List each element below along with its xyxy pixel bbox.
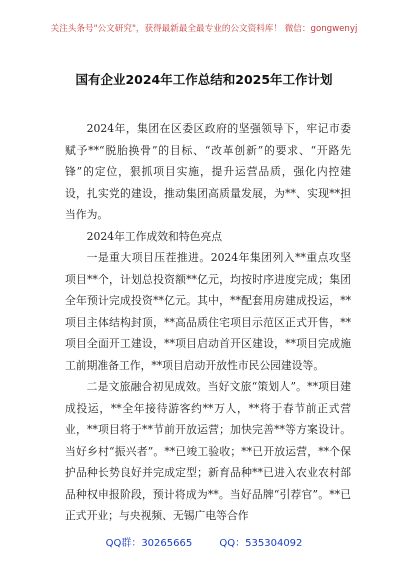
intro-paragraph: 2024年，集团在区委区政府的坚强领导下，牢记市委赋予**“脱胎换骨”的目标、“改革创新”的要求、“开路先锋”的定位，狠抓项目实施，提升运营品质，强化内控建设，扎实党的建设，推动集团高质量发展，为**、实现**担当作为。	[65, 122, 351, 221]
header-note: 关注头条号"公文研究"，获得最新最全最专业的公文资料库！ 微信：gongwenyj	[50, 24, 358, 34]
document-title: 国有企业2024年工作总结和2025年工作计划	[75, 72, 333, 87]
document-body	[65, 118, 351, 527]
footer-qq: QQ：535304092	[219, 538, 303, 549]
paragraph-culture-tourism: 二是文旅融合初见成效。当好文旅“策划人”。**项目建成投运，**全年接待游客约**万人，**将于春节前正式营业，**项目将于**节前开放运营；加快完善**等方案设计。当好乡村“振兴者”。**已竣工验收；**已开放运营，**个保护品种长势良好并完成定型；新育品种**已进入农业农村部品种权申报阶段，预计将成为**。当好品牌“引荐官”。**已正式开业；与央视频、无锡广电等合作	[65, 380, 351, 522]
paragraph-projects: 一是重大项目压茬推进。2024年集团列入**重点攻坚项目**个，计划总投资额**亿元，均按时序进度完成；集团全年预计完成投资**亿元。其中，**配套用房建成投运，**项目主体结构封顶，**高品质住宅项目示范区正式开售，**项目全面开工建设，**项目启动首开区建设，**项目完成施工前期准备工作，**项目启动开放性市民公园建设等。	[65, 251, 351, 372]
footer-qq-group: QQ群：30265665	[105, 538, 193, 549]
section-heading: 2024年工作成效和特色亮点	[86, 229, 223, 243]
footer-contact	[0, 534, 408, 549]
